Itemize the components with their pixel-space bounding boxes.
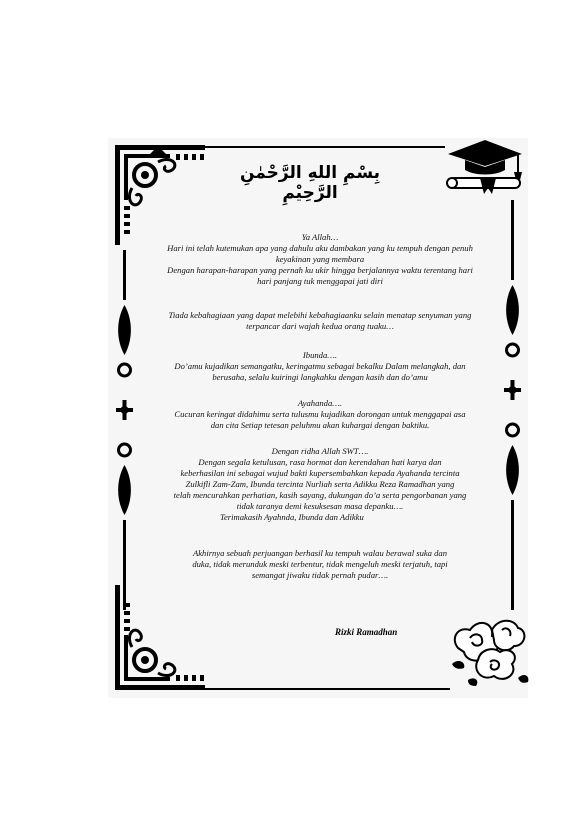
ayahanda-paragraph <box>140 398 500 431</box>
corner-ornament-bottom-left-icon <box>110 585 210 695</box>
text-line: Ibunda…. <box>302 350 338 360</box>
text-line: tidak taranya demi kesuksesan masa depanku…. <box>236 501 404 511</box>
closing-paragraph <box>140 548 500 581</box>
text-line: dan cita Setiap tetesan peluhmu akan kuhargai dengan baktiku. <box>210 420 430 430</box>
text-line: berusaha, selalu kuiringi langkahku dengan kasih dan do’amu <box>212 372 428 382</box>
signature-name: Rizki Ramadhan <box>335 627 398 637</box>
top-border-line <box>205 146 445 148</box>
right-border-ornament-icon <box>498 200 528 610</box>
text-line: semangat jiwaku tidak pernah pudar…. <box>251 570 389 580</box>
text-line: Ya Allah… <box>301 232 339 242</box>
text-line: keyakinan yang membara <box>275 254 365 264</box>
text-line: Zulkifli Zam-Zam, Ibunda tercinta Nurliah serta Adikku Reza Ramadhan yang <box>185 479 455 489</box>
left-border-ornament-icon <box>110 250 140 610</box>
bismillah-calligraphy: بِسْمِ اللهِ الرَّحْمٰنِ الرَّحِيْمِ <box>239 163 381 203</box>
text-line: Dengan ridha Allah SWT…. <box>271 446 369 456</box>
text-line: Dengan harapan-harapan yang pernah ku ukir hingga berjalannya waktu terentang hari <box>167 265 473 275</box>
dedication-paragraph <box>140 446 500 523</box>
ibunda-paragraph <box>140 350 500 383</box>
bottom-border-line <box>205 688 450 690</box>
graduation-cap-icon <box>440 136 530 196</box>
text-line: Akhirnya sebuah perjuangan berhasil ku tempuh walau berawal suka dan <box>192 548 448 558</box>
text-line: telah mencurahkan perhatian, kasih sayang, dukungan do’a serta pengorbanan yang <box>173 490 467 500</box>
text-line: terpancar dari wajah kedua orang tuaku… <box>246 321 394 331</box>
text-line: hari panjang tuk menggapai jati diri <box>257 276 383 286</box>
happiness-paragraph <box>140 310 500 332</box>
text-line: Ayahanda…. <box>297 398 343 408</box>
text-line: Dengan segala ketulusan, rasa hormat dan kerendahan hati karya dan <box>198 457 442 467</box>
text-line: keberhasilan ini sebagai wujud bakti kupersembahkan kepada Ayahanda tercinta <box>180 468 460 478</box>
text-line: Terimakasih Ayahnda, Ibunda dan Adikku <box>220 512 364 522</box>
text-line: Hari ini telah kutemukan apa yang dahulu aku dambakan yang ku tempuh dengan penuh <box>167 243 473 253</box>
roses-bouquet-icon <box>448 608 530 690</box>
text-line: Tiada kebahagiaan yang dapat melebihi kebahagiaanku selain menatap senyuman yang <box>168 310 472 320</box>
text-line: Cucuran keringat didahimu serta tulusmu kujadikan dorongan untuk menggapai asa <box>174 409 466 419</box>
text-line: Do’amu kujadikan semangatku, keringatmu sebagai bekalku Dalam melangkah, dan <box>174 361 466 371</box>
greeting-paragraph <box>140 232 500 287</box>
text-line: duka, tidak merunduk meski terbentur, tidak mengeluh meski terjatuh, tapi <box>192 559 448 569</box>
